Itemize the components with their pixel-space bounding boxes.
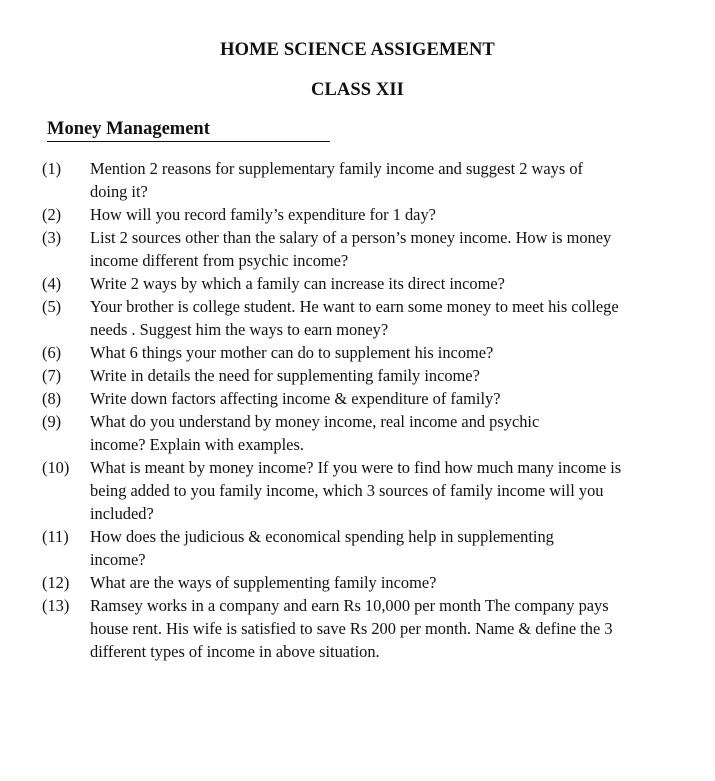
question-item — [42, 594, 682, 663]
document-title: HOME SCIENCE ASSIGEMENT — [220, 40, 495, 60]
question-text: How does the judicious & economical spending help in supplementing income? — [90, 527, 554, 569]
question-item — [42, 410, 682, 456]
question-text: Ramsey works in a company and earn Rs 10,000 per month The company pays house rent. His wife is satisfied to save Rs 200 per month. Name & define the 3 different types of income in above situation. — [90, 596, 613, 661]
question-list — [42, 157, 682, 663]
question-text: Write down factors affecting income & expenditure of family? — [90, 389, 501, 408]
question-number: (5) — [42, 297, 62, 316]
question-text: How will you record family’s expenditure for 1 day? — [90, 205, 436, 224]
question-text: What do you understand by money income, real income and psychic income? Explain with examples. — [90, 412, 540, 454]
question-number: (8) — [42, 389, 62, 408]
question-number: (7) — [42, 366, 62, 385]
question-number: (12) — [42, 573, 70, 592]
question-number: (11) — [42, 527, 69, 546]
question-item — [42, 272, 682, 295]
question-item — [42, 203, 682, 226]
section-heading: Money Management — [47, 118, 330, 142]
question-item — [42, 226, 682, 272]
question-text: What are the ways of supplementing family income? — [90, 573, 437, 592]
question-item — [42, 157, 682, 203]
question-number: (6) — [42, 343, 62, 362]
question-number: (1) — [42, 159, 62, 178]
question-item — [42, 571, 682, 594]
question-number: (9) — [42, 412, 62, 431]
question-text: Mention 2 reasons for supplementary family income and suggest 2 ways of doing it? — [90, 159, 583, 201]
question-item — [42, 364, 682, 387]
question-item — [42, 387, 682, 410]
question-item — [42, 525, 682, 571]
question-text: Write 2 ways by which a family can increase its direct income? — [90, 274, 505, 293]
question-number: (4) — [42, 274, 62, 293]
question-item — [42, 341, 682, 364]
question-number: (3) — [42, 228, 62, 247]
question-text: What is meant by money income? If you were to find how much many income is being added to you family income, which 3 sources of family income will you included? — [90, 458, 622, 523]
question-text: Write in details the need for supplementing family income? — [90, 366, 480, 385]
question-text: List 2 sources other than the salary of a person’s money income. How is money income different from psychic income? — [90, 228, 612, 270]
question-item — [42, 456, 682, 525]
question-number: (10) — [42, 458, 70, 477]
question-number: (13) — [42, 596, 70, 615]
question-item — [42, 295, 682, 341]
question-text: Your brother is college student. He want to earn some money to meet his college needs . Suggest him the ways to earn money? — [90, 297, 619, 339]
question-number: (2) — [42, 205, 62, 224]
class-label: CLASS XII — [311, 80, 404, 100]
question-text: What 6 things your mother can do to supplement his income? — [90, 343, 494, 362]
